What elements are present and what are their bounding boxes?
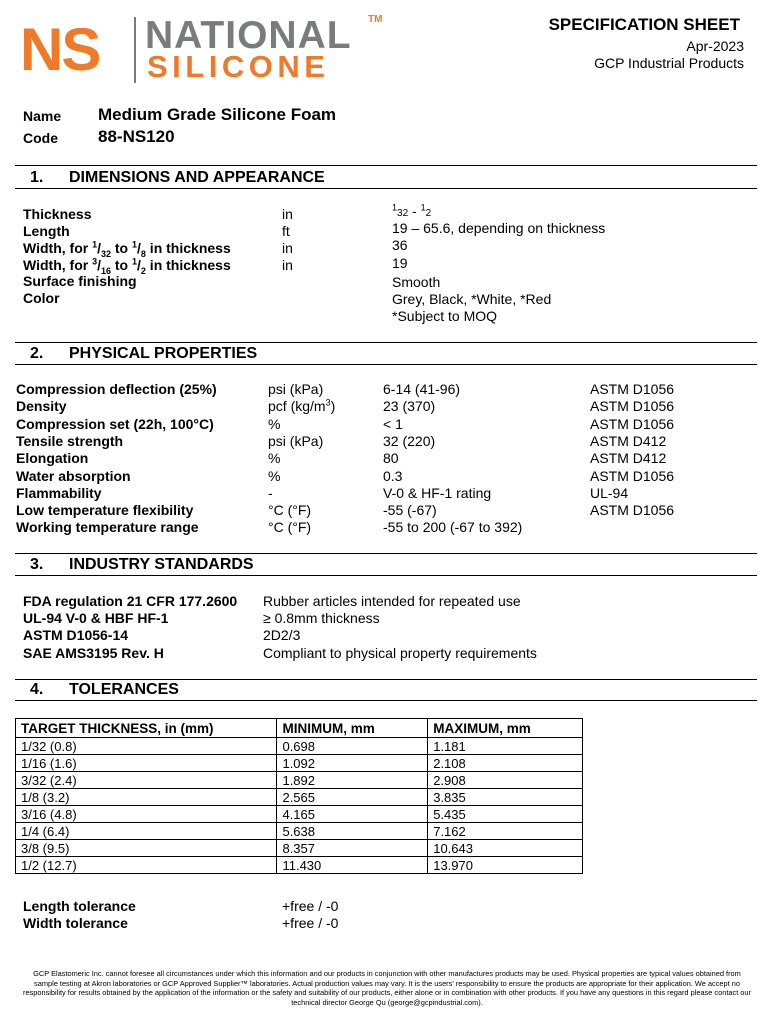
standard-value: Rubber articles intended for repeated use bbox=[263, 593, 521, 609]
table-cell: 1.181 bbox=[428, 738, 583, 755]
property-unit: psi (kPa) bbox=[268, 381, 324, 397]
width-small-unit: in bbox=[282, 240, 293, 256]
property-label: Elongation bbox=[16, 450, 89, 467]
property-label: Density bbox=[16, 398, 67, 415]
thickness-unit: in bbox=[282, 206, 293, 222]
thickness-value: $^1$32 - $^1$2 bbox=[392, 202, 432, 219]
table-cell: 5.435 bbox=[428, 806, 583, 823]
section-3-top-rule bbox=[15, 553, 757, 554]
table-cell: 1/4 (6.4) bbox=[16, 823, 277, 840]
document-department: GCP Industrial Products bbox=[594, 55, 744, 71]
property-value: -55 (-67) bbox=[383, 502, 437, 519]
table-cell: 10.643 bbox=[428, 840, 583, 857]
property-standard: UL-94 bbox=[590, 484, 629, 501]
table-cell: 1.892 bbox=[277, 772, 428, 789]
width-tolerance-label: Width tolerance bbox=[23, 915, 128, 931]
table-cell: 7.162 bbox=[428, 823, 583, 840]
table-cell: 2.108 bbox=[428, 755, 583, 772]
column-header-target-thickness: TARGET THICKNESS, in (mm) bbox=[16, 719, 277, 738]
table-row bbox=[16, 806, 583, 823]
section-2-number: 2. bbox=[30, 345, 44, 362]
tolerance-table bbox=[15, 718, 583, 874]
width-large-value: 19 bbox=[392, 255, 408, 271]
table-cell: 3.835 bbox=[428, 789, 583, 806]
table-row bbox=[16, 823, 583, 840]
width-small-value: 36 bbox=[392, 237, 408, 253]
table-row bbox=[16, 840, 583, 857]
property-label: Low temperature flexibility bbox=[16, 502, 194, 519]
section-1-number: 1. bbox=[30, 169, 44, 186]
document-title: SPECIFICATION SHEET bbox=[548, 15, 740, 34]
product-code: 88-NS120 bbox=[98, 127, 175, 146]
thickness-label: Thickness bbox=[23, 206, 92, 222]
width-tolerance-value: +free / -0 bbox=[282, 915, 339, 931]
property-label: Compression set (22h, 100°C) bbox=[16, 415, 214, 432]
section-1-title: DIMENSIONS AND APPEARANCE bbox=[69, 169, 325, 186]
section-2-title: PHYSICAL PROPERTIES bbox=[69, 345, 258, 362]
length-tolerance-value: +free / -0 bbox=[282, 898, 339, 914]
standard-value: Compliant to physical property requirements bbox=[263, 644, 537, 661]
property-unit: % bbox=[268, 450, 281, 467]
color-label: Color bbox=[23, 290, 60, 306]
property-standard: ASTM D1056 bbox=[590, 467, 675, 484]
table-cell: 1/8 (3.2) bbox=[16, 789, 277, 806]
table-cell: 13.970 bbox=[428, 857, 583, 874]
property-value: 80 bbox=[383, 450, 399, 467]
property-unit: - bbox=[268, 484, 273, 501]
logo-divider bbox=[134, 17, 136, 83]
standard-label: ASTM D1056-14 bbox=[23, 627, 129, 644]
section-2-bottom-rule bbox=[15, 364, 757, 365]
property-unit: °C (°F) bbox=[268, 519, 312, 536]
table-cell: 3/16 (4.8) bbox=[16, 806, 277, 823]
legal-disclaimer: GCP Elastomeric Inc. cannot foresee all circumstances under which this information and our products in conjunction with other manufactures products may be used. Physical properties are typical values obtained from sample testing at Akron laboratories or GCP Approved Supplier™ laboratories. Actual production values may vary. It is the users' responsibility to ensure the products are appropriate for their application. We accept no responsibility for results obtained by the application of the information or the safety and suitability of our products, either alone or in combination with other products. If you have any questions in this regard please contact our technical director George Qu (george@gcpindustrial.com). bbox=[23, 969, 751, 1007]
table-cell: 3/8 (9.5) bbox=[16, 840, 277, 857]
table-cell: 5.638 bbox=[277, 823, 428, 840]
property-value: 23 (370) bbox=[383, 398, 436, 415]
property-unit: °C (°F) bbox=[268, 502, 312, 519]
section-4-top-rule bbox=[15, 679, 757, 680]
property-unit: % bbox=[268, 467, 281, 484]
section-2-top-rule bbox=[15, 342, 757, 343]
color-value: Grey, Black, *White, *Red bbox=[392, 291, 552, 307]
property-standard: ASTM D412 bbox=[590, 432, 667, 449]
table-cell: 1.092 bbox=[277, 755, 428, 772]
property-label: Working temperature range bbox=[16, 519, 199, 536]
section-4-title: TOLERANCES bbox=[69, 681, 179, 698]
surface-value: Smooth bbox=[392, 274, 441, 290]
property-label: Tensile strength bbox=[16, 432, 124, 449]
section-4-number: 4. bbox=[30, 681, 44, 698]
standard-label: FDA regulation 21 CFR 177.2600 bbox=[23, 593, 238, 609]
length-unit: ft bbox=[282, 223, 290, 239]
logo-trademark: TM bbox=[368, 14, 383, 25]
tolerance-table-header bbox=[16, 719, 583, 738]
logo-silicone: SILICONE bbox=[147, 49, 330, 84]
property-value: 32 (220) bbox=[383, 432, 436, 449]
property-label: Flammability bbox=[16, 484, 102, 501]
table-row bbox=[16, 772, 583, 789]
column-header-maximum: MAXIMUM, mm bbox=[428, 719, 583, 738]
property-standard: ASTM D412 bbox=[590, 450, 667, 467]
property-standard: ASTM D1056 bbox=[590, 502, 675, 519]
property-unit: psi (kPa) bbox=[268, 432, 324, 449]
logo-ns: NS bbox=[20, 16, 100, 83]
section-1-bottom-rule bbox=[15, 188, 757, 189]
length-value: 19 – 65.6, depending on thickness bbox=[392, 220, 606, 236]
width-large-unit: in bbox=[282, 257, 293, 273]
name-label: Name bbox=[23, 108, 62, 124]
property-label: Water absorption bbox=[16, 467, 131, 484]
table-cell: 2.565 bbox=[277, 789, 428, 806]
table-cell: 4.165 bbox=[277, 806, 428, 823]
table-cell: 1/32 (0.8) bbox=[16, 738, 277, 755]
section-4-bottom-rule bbox=[15, 700, 757, 701]
property-value: V-0 & HF-1 rating bbox=[383, 484, 492, 501]
table-cell: 0.698 bbox=[277, 738, 428, 755]
table-cell: 2.908 bbox=[428, 772, 583, 789]
table-cell: 3/32 (2.4) bbox=[16, 772, 277, 789]
property-standard: ASTM D1056 bbox=[590, 398, 675, 415]
table-cell: 8.357 bbox=[277, 840, 428, 857]
product-name: Medium Grade Silicone Foam bbox=[98, 105, 337, 124]
table-row bbox=[16, 738, 583, 755]
table-cell: 1/16 (1.6) bbox=[16, 755, 277, 772]
logo-national: NATIONAL bbox=[145, 14, 352, 57]
property-value: < 1 bbox=[383, 415, 403, 432]
surface-label: Surface finishing bbox=[23, 273, 137, 289]
standard-label: UL-94 V-0 & HBF HF-1 bbox=[23, 610, 169, 627]
document-date: Apr-2023 bbox=[686, 38, 744, 54]
standard-label: SAE AMS3195 Rev. H bbox=[23, 644, 164, 661]
table-cell: 11.430 bbox=[277, 857, 428, 874]
standard-value: 2D2/3 bbox=[263, 627, 301, 644]
table-row bbox=[16, 857, 583, 874]
property-value: 6-14 (41-96) bbox=[383, 381, 461, 397]
property-unit: % bbox=[268, 415, 281, 432]
section-3-bottom-rule bbox=[15, 575, 757, 576]
property-label: Compression deflection (25%) bbox=[16, 381, 217, 397]
width-small-label: Width, for $^1/_{32}$ to $^1/_8$ in thickness bbox=[23, 239, 231, 259]
table-cell: 1/2 (12.7) bbox=[16, 857, 277, 874]
property-value: -55 to 200 (-67 to 392) bbox=[383, 519, 523, 536]
property-value: 0.3 bbox=[383, 467, 403, 484]
length-label: Length bbox=[23, 223, 70, 239]
column-header-minimum: MINIMUM, mm bbox=[277, 719, 428, 738]
width-large-label: Width, for $^3/_{16}$ to $^1/_2$ in thickness bbox=[23, 256, 231, 276]
property-standard: ASTM D1056 bbox=[590, 381, 675, 397]
color-note: *Subject to MOQ bbox=[392, 308, 498, 324]
section-3-number: 3. bbox=[30, 556, 44, 573]
property-standard: ASTM D1056 bbox=[590, 415, 675, 432]
standard-value: ≥ 0.8mm thickness bbox=[263, 610, 380, 627]
section-1-top-rule bbox=[15, 165, 757, 166]
length-tolerance-label: Length tolerance bbox=[23, 898, 136, 914]
table-row bbox=[16, 755, 583, 772]
property-unit: pcf $(kg/m^3)$ bbox=[268, 397, 336, 415]
code-label: Code bbox=[23, 130, 58, 146]
table-row bbox=[16, 789, 583, 806]
section-3-title: INDUSTRY STANDARDS bbox=[69, 556, 254, 573]
